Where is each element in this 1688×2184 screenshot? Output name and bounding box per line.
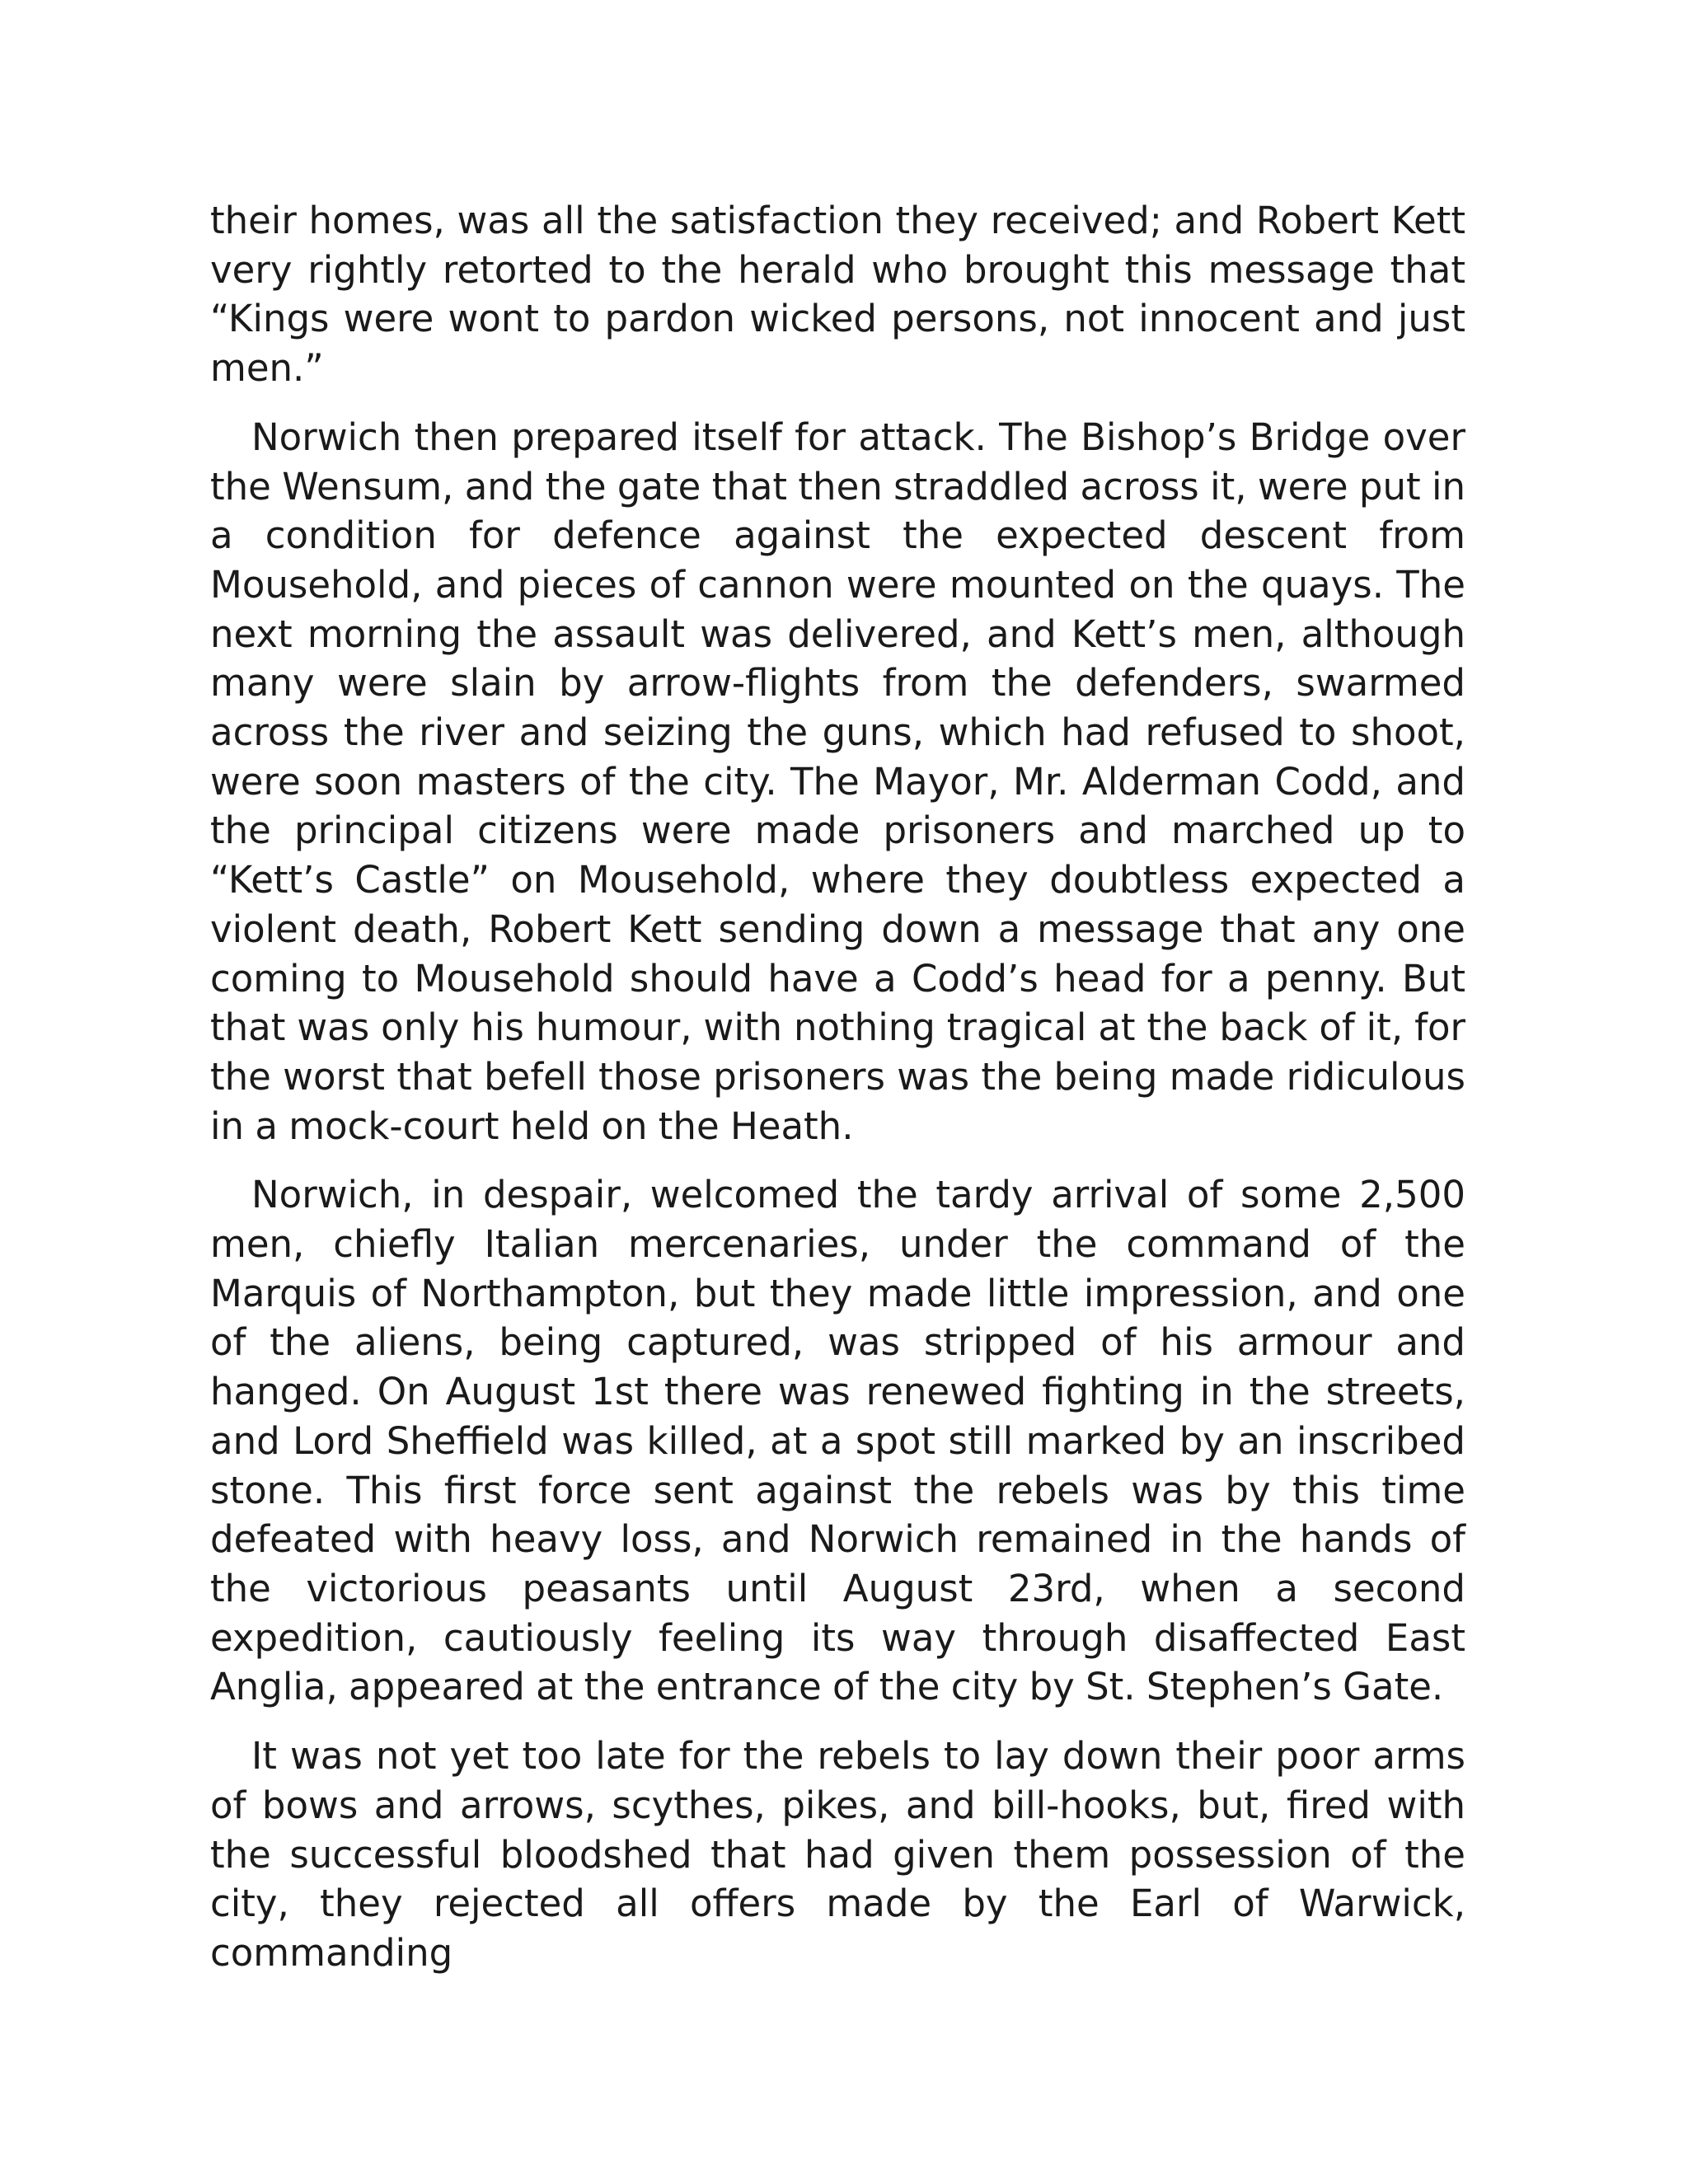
paragraph-norwich-despair: Norwich, in despair, welcomed the tardy arrival of some 2,500 men, chiefly Italian mercenaries, under the command of the Marquis of Northampton, but they made little impression, and one of the aliens, being captured, was stripped of his armour and hanged. On August 1st there was renewed fighting in the streets, and Lord Sheffield was killed, at a spot still marked by an inscribed stone. This first force sent against the rebels was by this time defeated with heavy loss, and Norwich remained in the hands of the victorious peasants until August 23rd, when a second expedition, cautiously feeling its way through disaffected East Anglia, appeared at the entrance of the city by St. Stephen’s Gate.	[210, 1173, 1465, 1709]
page-body-text	[210, 196, 1465, 1998]
paragraph-rebels-rejected: It was not yet too late for the rebels to lay down their poor arms of bows and arrows, scythes, pikes, and bill-hooks, but, fired with the successful bloodshed that had given them possession of the city, they rejected all offers made by the Earl of Warwick, commanding	[210, 1734, 1465, 1975]
paragraph-continued: their homes, was all the satisfaction they received; and Robert Kett very rightly retorted to the herald who brought this message that “Kings were wont to pardon wicked persons, not innocent and just men.”	[210, 199, 1465, 391]
paragraph-norwich-attack: Norwich then prepared itself for attack. The Bishop’s Bridge over the Wensum, and the gate that then straddled across it, were put in a condition for defence against the expected descent from Mousehold, and pieces of cannon were mounted on the quays. The next morning the assault was delivered, and Kett’s men, although many were slain by arrow-flights from the defenders, swarmed across the river and seizing the guns, which had refused to shoot, were soon masters of the city. The Mayor, Mr. Alderman Codd, and the principal citizens were made prisoners and marched up to “Kett’s Castle” on Mousehold, where they doubtless expected a violent death, Robert Kett sending down a message that any one coming to Mousehold should have a Codd’s head for a penny. But that was only his humour, with nothing tragical at the back of it, for the worst that befell those prisoners was the being made ridiculous in a mock-court held on the Heath.	[210, 415, 1465, 1148]
